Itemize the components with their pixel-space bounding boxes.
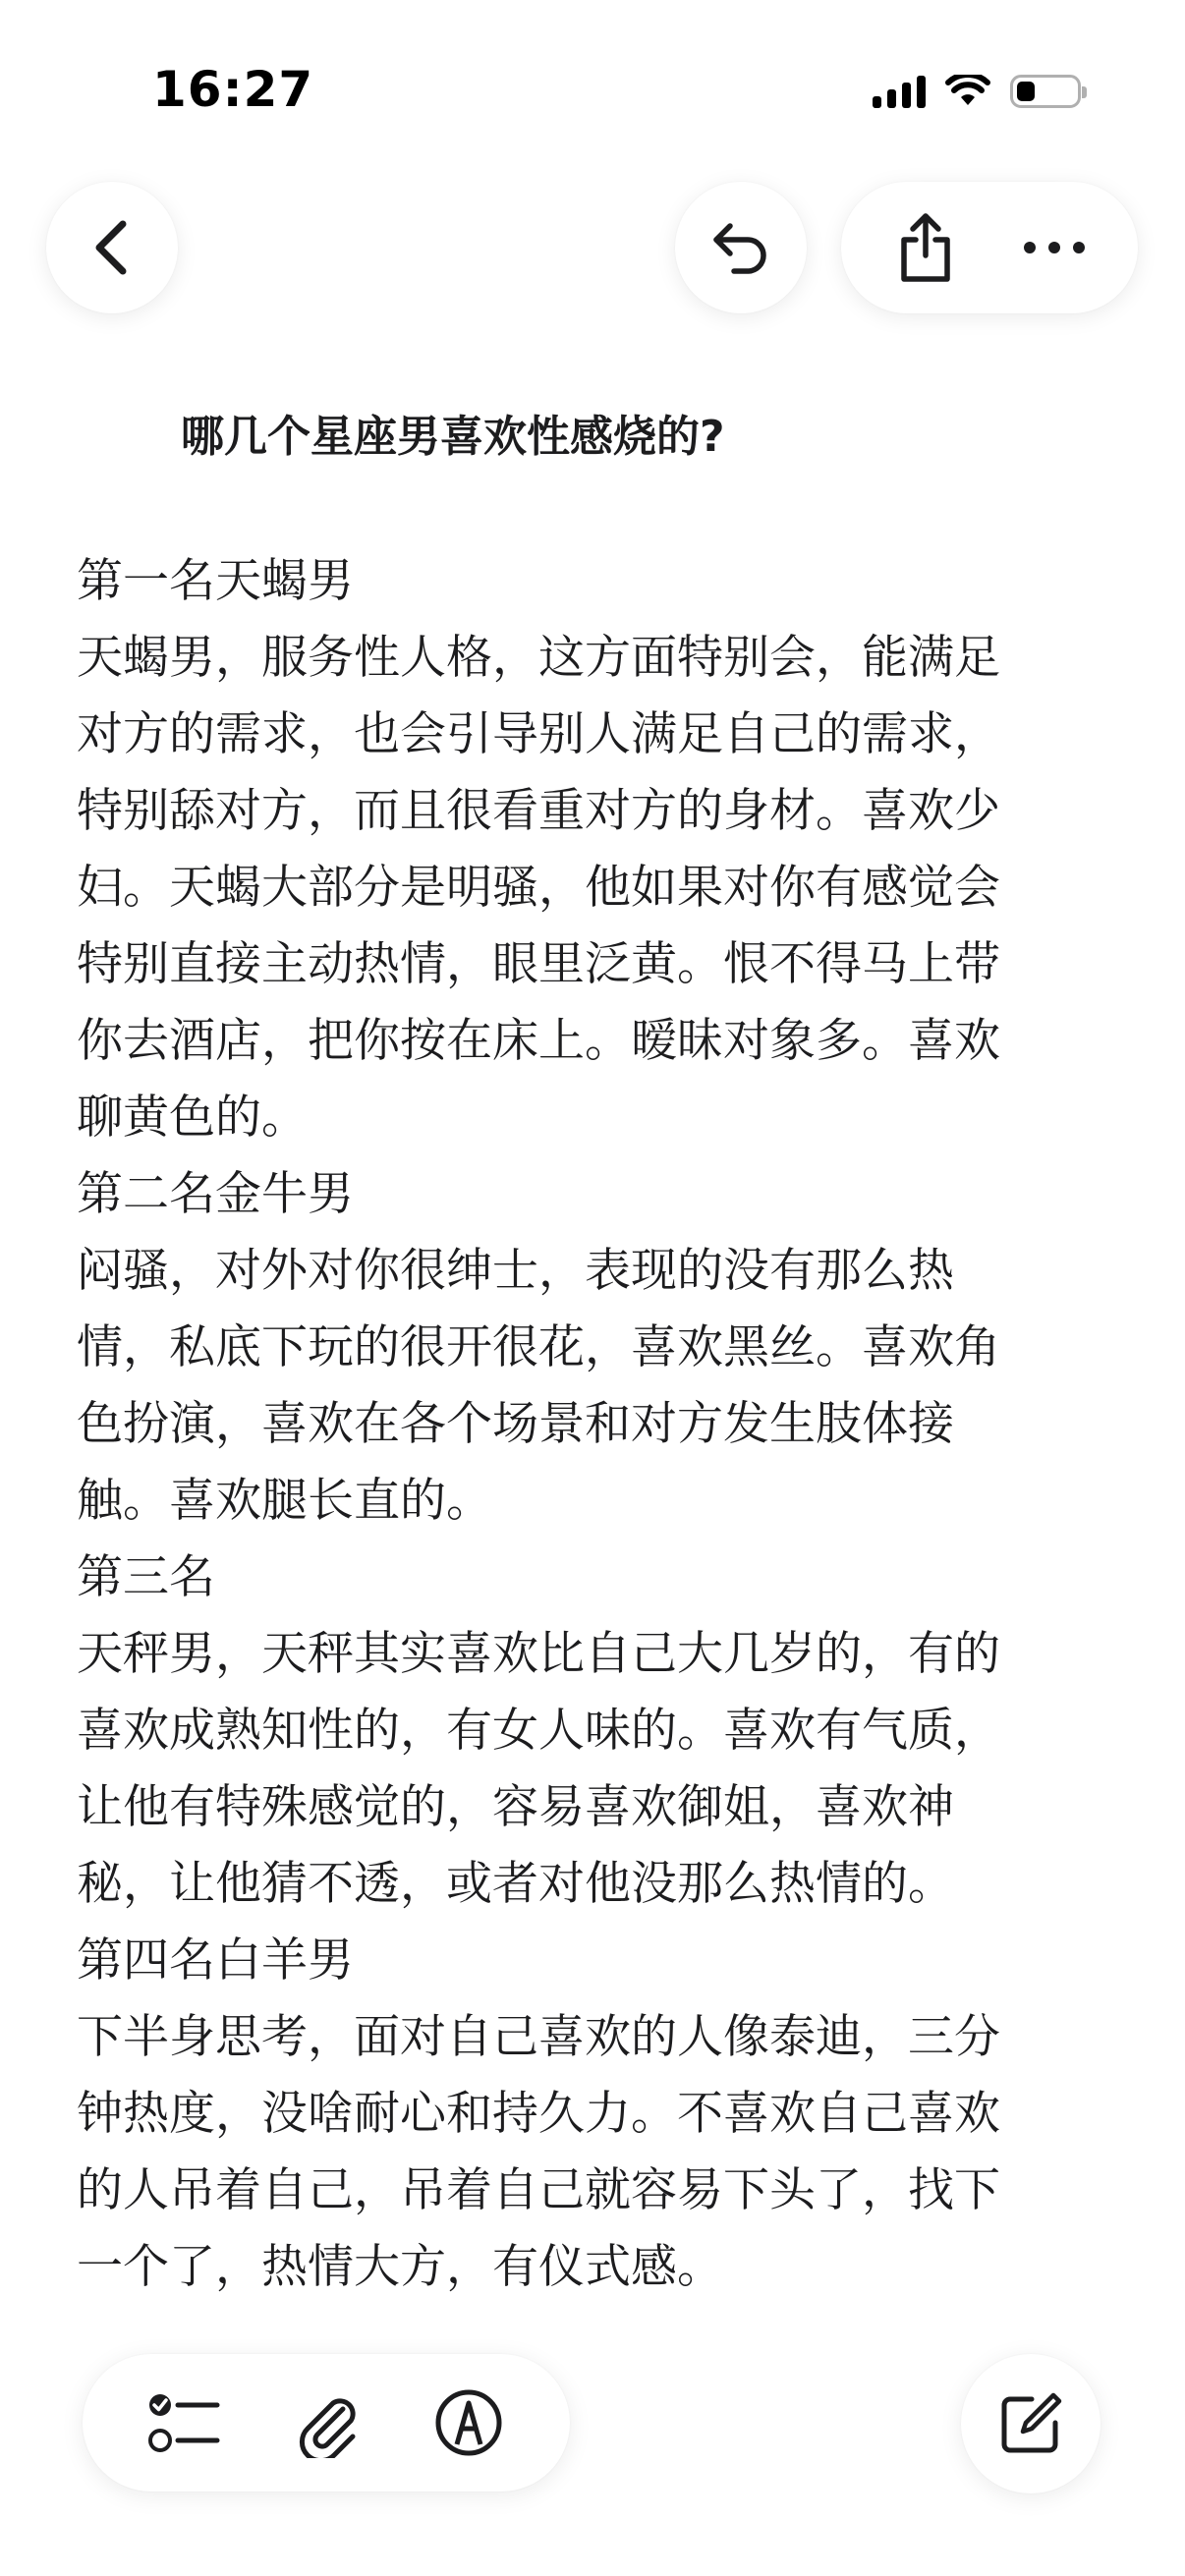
note-line: 第四名白羊男 [77, 1933, 354, 1988]
note-line: 情，私底下玩的很开很花，喜欢黑丝。喜欢角 [77, 1320, 1000, 1374]
note-line: 特别舔对方，而且很看重对方的身材。喜欢少 [77, 784, 1000, 838]
share-icon [894, 210, 957, 285]
note-line: 闷骚，对外对你很绅士，表现的没有那么热 [77, 1244, 954, 1298]
more-button[interactable] [1000, 194, 1108, 302]
share-button[interactable] [872, 194, 980, 302]
pen-icon [433, 2387, 504, 2458]
wifi-icon [945, 75, 990, 108]
attachment-button[interactable] [272, 2369, 380, 2477]
note-line: 一个了，热情大方，有仪式感。 [77, 2240, 723, 2294]
home-indicator [396, 2547, 789, 2560]
compose-button[interactable] [961, 2354, 1100, 2493]
checklist-icon [146, 2388, 221, 2457]
paperclip-icon [294, 2387, 359, 2458]
note-line: 天秤男，天秤其实喜欢比自己大几岁的，有的 [77, 1627, 1000, 1681]
note-line: 妇。天蝎大部分是明骚，他如果对你有感觉会 [77, 861, 1000, 915]
status-icons [873, 75, 1081, 108]
undo-icon [708, 218, 773, 277]
compose-icon [996, 2389, 1065, 2458]
status-time: 16:27 [152, 61, 314, 118]
note-body[interactable] [77, 543, 1118, 2306]
note-line: 喜欢成熟知性的，有女人味的。喜欢有气质， [77, 1704, 1000, 1758]
note-line: 聊黄色的。 [77, 1091, 308, 1145]
status-bar [0, 0, 1185, 167]
note-title[interactable]: 哪几个星座男喜欢性感烧的? [181, 412, 725, 462]
checklist-button[interactable] [130, 2369, 238, 2477]
more-icon [1022, 240, 1087, 255]
note-line: 天蝎男，服务性人格，这方面特别会，能满足 [77, 631, 1000, 685]
note-line: 让他有特殊感觉的，容易喜欢御姐，喜欢神 [77, 1780, 954, 1834]
note-line: 第一名天蝎男 [77, 554, 354, 608]
cellular-signal-icon [873, 75, 926, 108]
note-line: 的人吊着自己，吊着自己就容易下头了，找下 [77, 2163, 1000, 2217]
battery-level [1017, 82, 1035, 101]
battery-icon [1010, 75, 1081, 108]
note-content[interactable] [77, 398, 1118, 2306]
note-line: 钟热度，没啥耐心和持久力。不喜欢自己喜欢 [77, 2087, 1000, 2141]
bottom-toolbar [83, 2354, 570, 2492]
note-actions-group [841, 182, 1138, 313]
note-line: 对方的需求，也会引导别人满足自己的需求， [77, 707, 1000, 761]
back-button[interactable] [46, 182, 178, 313]
undo-button[interactable] [675, 182, 807, 313]
markup-button[interactable] [415, 2369, 523, 2477]
note-line: 你去酒店，把你按在床上。暧昧对象多。喜欢 [77, 1014, 1000, 1068]
note-line: 第二名金牛男 [77, 1167, 354, 1221]
note-line: 色扮演，喜欢在各个场景和对方发生肢体接 [77, 1397, 954, 1451]
note-line: 秘，让他猜不透，或者对他没那么热情的。 [77, 1857, 954, 1911]
chevron-left-icon [87, 218, 137, 277]
note-line: 下半身思考，面对自己喜欢的人像泰迪，三分 [77, 2010, 1000, 2064]
note-line: 第三名 [77, 1550, 215, 1604]
note-line: 触。喜欢腿长直的。 [77, 1474, 492, 1528]
note-line: 特别直接主动热情，眼里泛黄。恨不得马上带 [77, 937, 1000, 991]
